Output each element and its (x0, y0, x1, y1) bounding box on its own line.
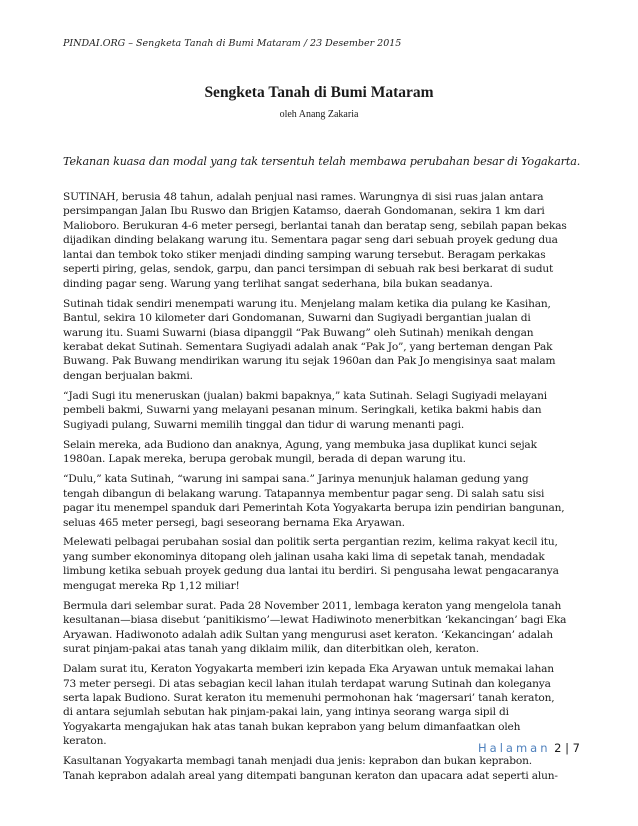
body-line: tengah dibangun di belakang warung. Tatapannya membentur pagar seng. Di salah satu sisi (63, 487, 545, 500)
body-line: Aryawan. Hadiwonoto adalah adik Sultan yang mengurusi aset keraton. ‘Kekancingan’ adalah (63, 628, 553, 641)
body-line: Yogyakarta mengajukan hak atas tanah bukan keprabon yang belum dimanfaatkan oleh (63, 720, 521, 733)
paragraph-4 (63, 438, 578, 467)
page-total: 7 (572, 741, 580, 755)
page-label: Halaman (478, 741, 551, 755)
body-line: warung itu. Suami Suwarni (biasa dipanggil “Pak Buwang” oleh Sutinah) menikah dengan (63, 326, 534, 339)
paragraph-1 (63, 190, 578, 291)
body-line: kerabat dekat Sutinah. Sementara Sugiyadi adalah anak “Pak Jo”, yang berteman dengan Pak (63, 341, 553, 354)
body-line: Sugiyadi pulang, Suwarni memilih tinggal dan tidur di warung menanti pagi. (63, 418, 465, 431)
running-header: PINDAI.ORG – Sengketa Tanah di Bumi Mataram / 23 Desember 2015 (63, 38, 402, 49)
body-line: seperti piring, gelas, sendok, garpu, dan panci tersimpan di sebuah rak besi berkarat di sudut (63, 263, 554, 276)
body-line: seluas 465 meter persegi, bagi seseorang bernama Eka Aryawan. (63, 516, 405, 529)
article-body (63, 190, 578, 789)
page-footer (478, 741, 580, 755)
body-line: di antara sejumlah sebutan hak pinjam-pakai lain, yang intinya seorang warga sipil di (63, 706, 509, 719)
paragraph-5 (63, 472, 578, 530)
body-line: persimpangan Jalan Ibu Ruswo dan Brigjen Katamso, daerah Gondomanan, sekira 1 km dari (63, 205, 545, 218)
body-line: pagar itu menempel spanduk dari Pemerintah Kota Yogyakarta berupa izin pendirian bangunan, (63, 502, 565, 515)
body-line: 1980an. Lapak mereka, berupa gerobak mungil, berada di depan warung itu. (63, 453, 466, 466)
page-separator: | (565, 741, 570, 755)
body-line: pembeli bakmi, Suwarni yang melayani pesanan minum. Seringkali, ketika bakmi habis dan (63, 404, 542, 417)
body-line: Sutinah tidak sendiri menempati warung itu. Menjelang malam ketika dia pulang ke Kasihan, (63, 297, 551, 310)
body-line: Selain mereka, ada Budiono dan anaknya, Agung, yang membuka jasa duplikat kunci sejak (63, 438, 537, 451)
body-line: SUTINAH, berusia 48 tahun, adalah penjual nasi rames. Warungnya di sisi ruas jalan antara (63, 191, 544, 203)
body-line: “Dulu,” kata Sutinah, “warung ini sampai sana.” Jarinya menunjuk halaman gedung yang (63, 473, 529, 486)
paragraph-8 (63, 662, 578, 749)
body-line: Kasultanan Yogyakarta membagi tanah menjadi dua jenis: keprabon dan bukan keprabon. (63, 755, 532, 768)
paragraph-9 (63, 754, 578, 783)
body-line: Dalam surat itu, Keraton Yogyakarta memberi izin kepada Eka Aryawan untuk memakai lahan (63, 663, 554, 676)
body-line: Buwang. Pak Buwang mendirikan warung itu sejak 1960an dan Pak Jo mengisinya saat malam (63, 355, 556, 368)
body-line: Bantul, sekira 10 kilometer dari Gondomanan, Suwarni dan Sugiyadi bergantian jualan di (63, 312, 531, 325)
paragraph-7 (63, 599, 578, 657)
body-line: keraton. (63, 735, 107, 748)
body-line: Bermula dari selembar surat. Pada 28 November 2011, lembaga keraton yang mengelola tanah (63, 599, 562, 612)
body-line: surat pinjam-pakai atas tanah yang diklaim milik, dan diterbitkan oleh, keraton. (63, 643, 479, 656)
paragraph-2 (63, 297, 578, 384)
article-title: Sengketa Tanah di Bumi Mataram (204, 84, 434, 101)
page-number: 2 (554, 741, 562, 755)
body-line: yang sumber ekonominya ditopang oleh jalinan usaha kaki lima di sepetak tanah, mendadak (63, 550, 545, 563)
paragraph-3 (63, 389, 578, 432)
author-byline: oleh Anang Zakaria (279, 109, 359, 120)
body-line: dijadikan dinding belakang warung itu. Sementara pagar seng dari sebuah proyek gedung dua (63, 234, 558, 247)
body-line: dengan berjualan bakmi. (63, 369, 193, 382)
paragraph-6 (63, 535, 578, 593)
body-line: 73 meter persegi. Di atas sebagian kecil lahan itulah terdapat warung Sutinah dan koleganya (63, 677, 551, 690)
body-line: lantai dan tembok toko stiker menjadi dinding samping warung tersebut. Beragam perkakas (63, 248, 546, 261)
body-line: Melewati pelbagai perubahan sosial dan politik serta pergantian rezim, kelima rakyat kecil itu, (63, 536, 558, 549)
body-line: mengugat mereka Rp 1,12 miliar! (63, 579, 240, 592)
body-line: “Jadi Sugi itu meneruskan (jualan) bakmi bapaknya,” kata Sutinah. Selagi Sugiyadi melayani (63, 389, 547, 402)
body-line: kesultanan—biasa disebut ‘panitikismo’—lewat Hadiwinoto menerbitkan ‘kekancingan’ bagi Eka (63, 614, 567, 627)
body-line: Malioboro. Berukuran 4-6 meter persegi, berlantai tanah dan beratap seng, sebilah papan bekas (63, 219, 567, 232)
body-line: serta lapak Budiono. Surat keraton itu memenuhi permohonan hak ‘magersari’ tanah keraton, (63, 692, 555, 704)
article-lead: Tekanan kuasa dan modal yang tak tersentuh telah membawa perubahan besar di Yogakarta. (63, 155, 581, 168)
body-line: Tanah keprabon adalah areal yang ditempati bangunan keraton dan upacara adat seperti alun- (63, 769, 558, 782)
body-line: dinding pagar seng. Warung yang terlihat sangat sederhana, bila bukan seadanya. (63, 277, 493, 290)
body-line: limbung ketika sebuah proyek gedung dua lantai itu berdiri. Si pengusaha lewat pengacaranya (63, 565, 559, 578)
